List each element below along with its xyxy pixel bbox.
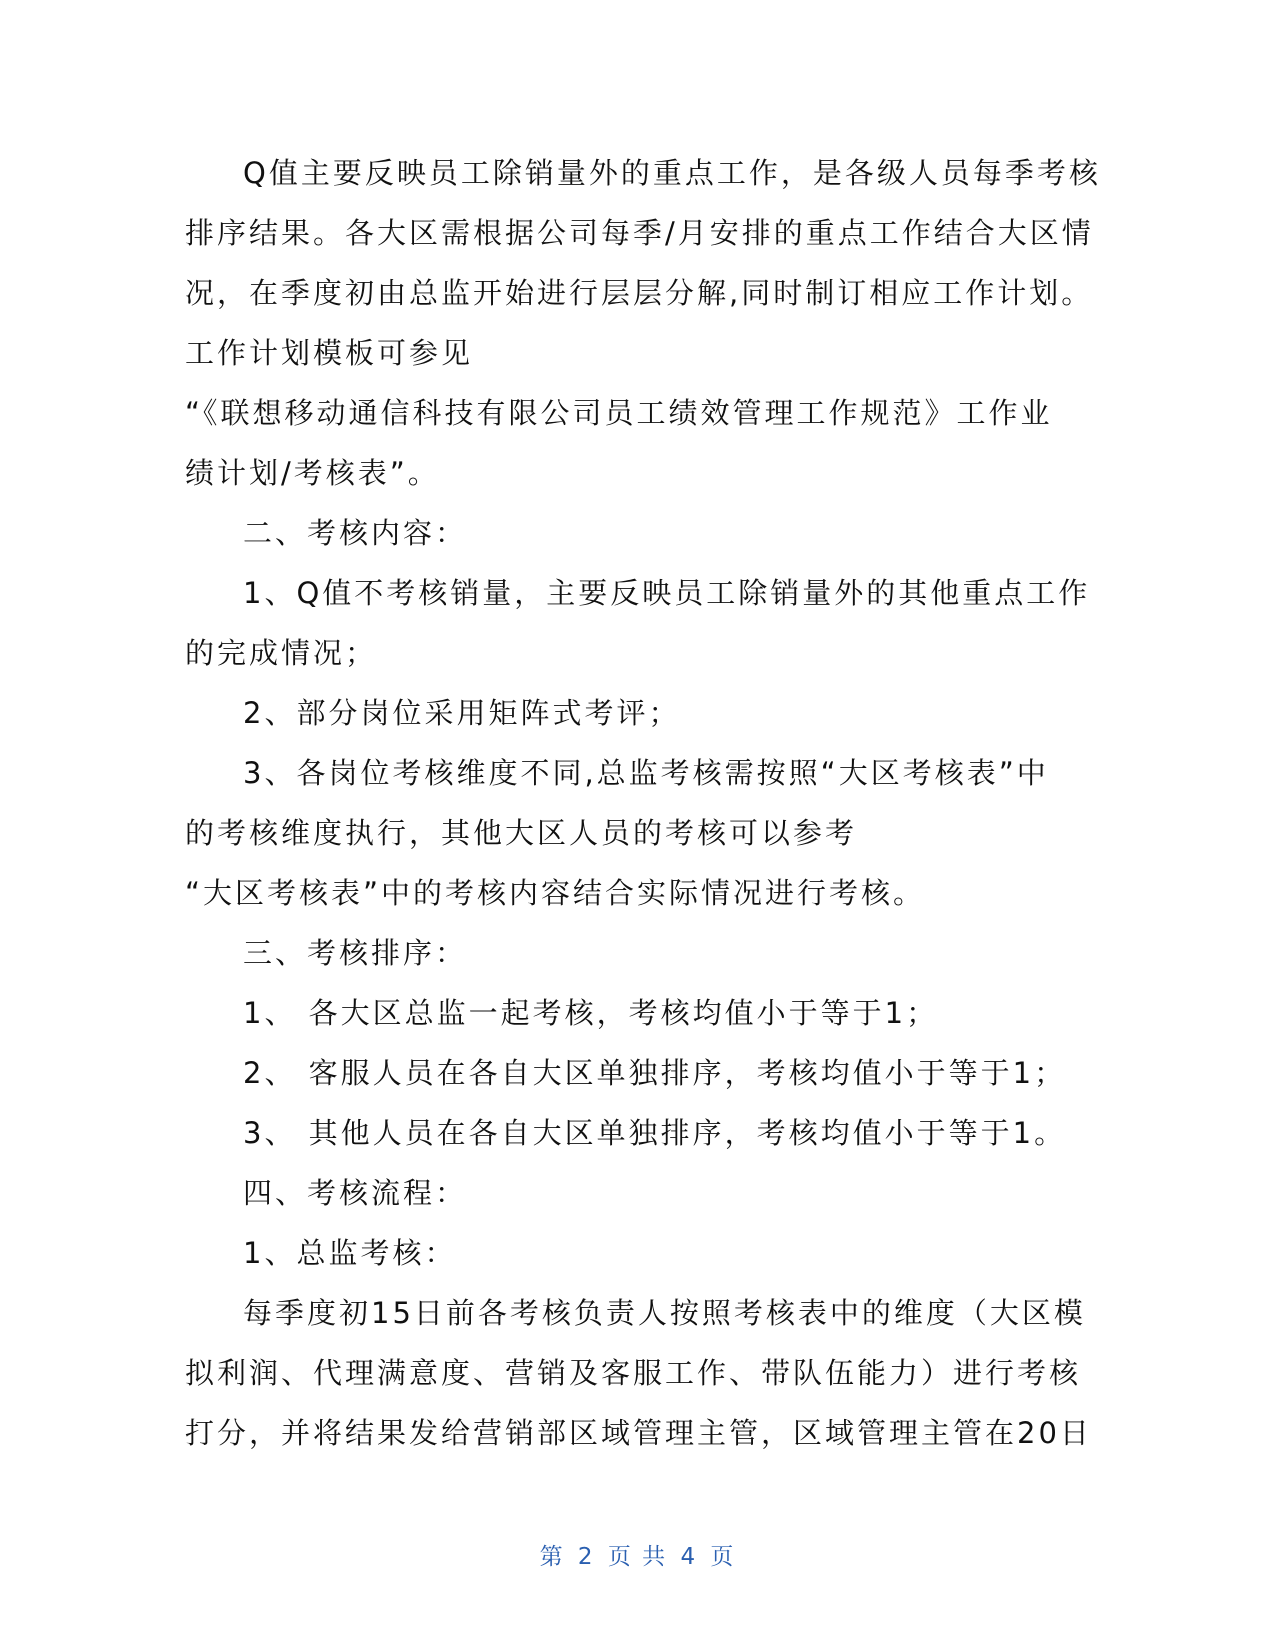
total-page-count: 4 [680, 1544, 698, 1570]
section-heading: 二、考核内容： [243, 516, 468, 550]
list-item: 1、 各大区总监一起考核，考核均值小于等于1； [243, 996, 939, 1030]
list-item: 2、 客服人员在各自大区单独排序，考核均值小于等于1； [243, 1056, 1067, 1090]
page-label-middle: 页 共 [607, 1544, 668, 1570]
paragraph-line: 的考核维度执行，其他大区人员的考核可以参考 [185, 816, 858, 850]
document-body [185, 143, 1101, 1463]
paragraph-line: 工作计划模板可参见 [185, 336, 474, 370]
page-footer [0, 1538, 1275, 1571]
page-label-suffix: 页 [710, 1544, 736, 1570]
paragraph-line: 况，在季度初由总监开始进行层层分解,同时制订相应工作计划。 [185, 276, 1094, 310]
paragraph-line: 的完成情况； [185, 636, 378, 670]
section-heading: 四、考核流程： [243, 1176, 468, 1210]
paragraph-line: 排序结果。各大区需根据公司每季/月安排的重点工作结合大区情 [185, 216, 1094, 250]
paragraph-line: “大区考核表”中的考核内容结合实际情况进行考核。 [185, 876, 926, 910]
list-item: 1、Q值不考核销量，主要反映员工除销量外的其他重点工作 [243, 576, 1091, 610]
current-page-number: 2 [577, 1544, 595, 1570]
paragraph-line: Q值主要反映员工除销量外的重点工作，是各级人员每季考核 [243, 156, 1101, 190]
list-item: 3、各岗位考核维度不同,总监考核需按照“大区考核表”中 [243, 756, 1049, 790]
paragraph-line: 每季度初15日前各考核负责人按照考核表中的维度（大区模 [243, 1296, 1086, 1330]
section-heading: 三、考核排序： [243, 936, 468, 970]
list-item: 2、部分岗位采用矩阵式考评； [243, 696, 681, 730]
list-item: 3、 其他人员在各自大区单独排序，考核均值小于等于1。 [243, 1116, 1067, 1150]
paragraph-line: 打分，并将结果发给营销部区域管理主管，区域管理主管在20日 [185, 1416, 1092, 1450]
subsection-heading: 1、总监考核： [243, 1236, 457, 1270]
page-label-prefix: 第 [539, 1544, 565, 1570]
paragraph-line: 拟利润、代理满意度、营销及客服工作、带队伍能力）进行考核 [185, 1356, 1082, 1390]
paragraph-line: 绩计划/考核表”。 [185, 456, 440, 490]
paragraph-line: “《联想移动通信科技有限公司员工绩效管理工作规范》工作业 [185, 396, 1053, 430]
